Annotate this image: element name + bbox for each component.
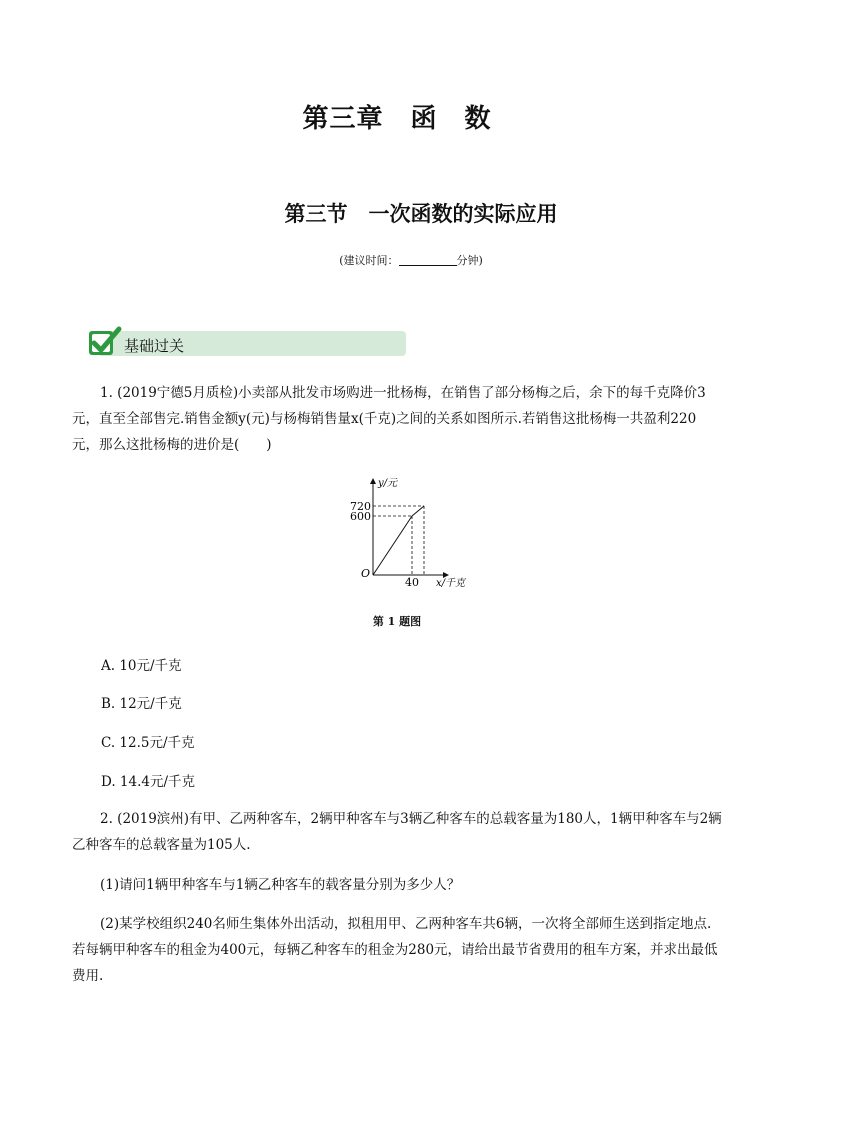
option-a: A. 10元/千克 bbox=[101, 658, 182, 674]
banner-label: 基础过关 bbox=[124, 337, 185, 355]
option-c: C. 12.5元/千克 bbox=[101, 735, 195, 751]
option-d: D. 14.4元/千克 bbox=[101, 774, 196, 790]
graph-segment-1 bbox=[373, 516, 412, 575]
section-banner bbox=[88, 330, 406, 357]
suggested-time-prefix: (建议时间： bbox=[339, 254, 399, 267]
graph-segment-2 bbox=[412, 506, 424, 516]
y-axis-label: y/元 bbox=[378, 478, 398, 489]
y-tick-600: 600 bbox=[350, 510, 371, 523]
time-blank bbox=[399, 255, 457, 266]
suggested-time-suffix: 分钟) bbox=[456, 254, 483, 267]
figure-caption: 第 1 题图 bbox=[372, 615, 422, 628]
question-2-part-2: (2)某学校组织240名师生集体外出活动，拟租用甲、乙两种客车共6辆，一次将全部师生送到指定地点.若每辆甲种客车的租金为400元，每辆乙种客车的租金为280元，请给出最节省费用的租车方案，并求出最低费用. bbox=[72, 916, 718, 984]
suggested-time bbox=[0, 252, 822, 268]
origin-label: O bbox=[360, 567, 370, 580]
chapter-title: 第三章 函 数 bbox=[302, 104, 492, 134]
x-tick-40: 40 bbox=[405, 576, 419, 589]
y-tick-720: 720 bbox=[350, 500, 371, 513]
x-axis-label: x/千克 bbox=[436, 578, 466, 589]
option-b: B. 12元/千克 bbox=[101, 696, 182, 712]
question-2-part-1: (1)请问1辆甲种客车与1辆乙种客车的载客量分别为多少人？ bbox=[100, 877, 461, 893]
check-icon bbox=[88, 326, 122, 358]
question-1-figure bbox=[350, 473, 486, 591]
question-2-text: 2. (2019滨州)有甲、乙两种客车，2辆甲种客车与3辆乙种客车的总载客量为180人，1辆甲种客车与2辆乙种客车的总载客量为105人. bbox=[72, 811, 722, 853]
section-title: 第三节 一次函数的实际应用 bbox=[284, 202, 558, 226]
question-1-text: 1. (2019宁德5月质检)小卖部从批发市场购进一批杨梅，在销售了部分杨梅之后，余下的每千克降价3元，直至全部售完.销售金额y(元)与杨梅销售量x(千克)之间的关系如图所示.若销售这批杨梅一共盈利220元，那么这批杨梅的进价是( ) bbox=[72, 385, 706, 453]
